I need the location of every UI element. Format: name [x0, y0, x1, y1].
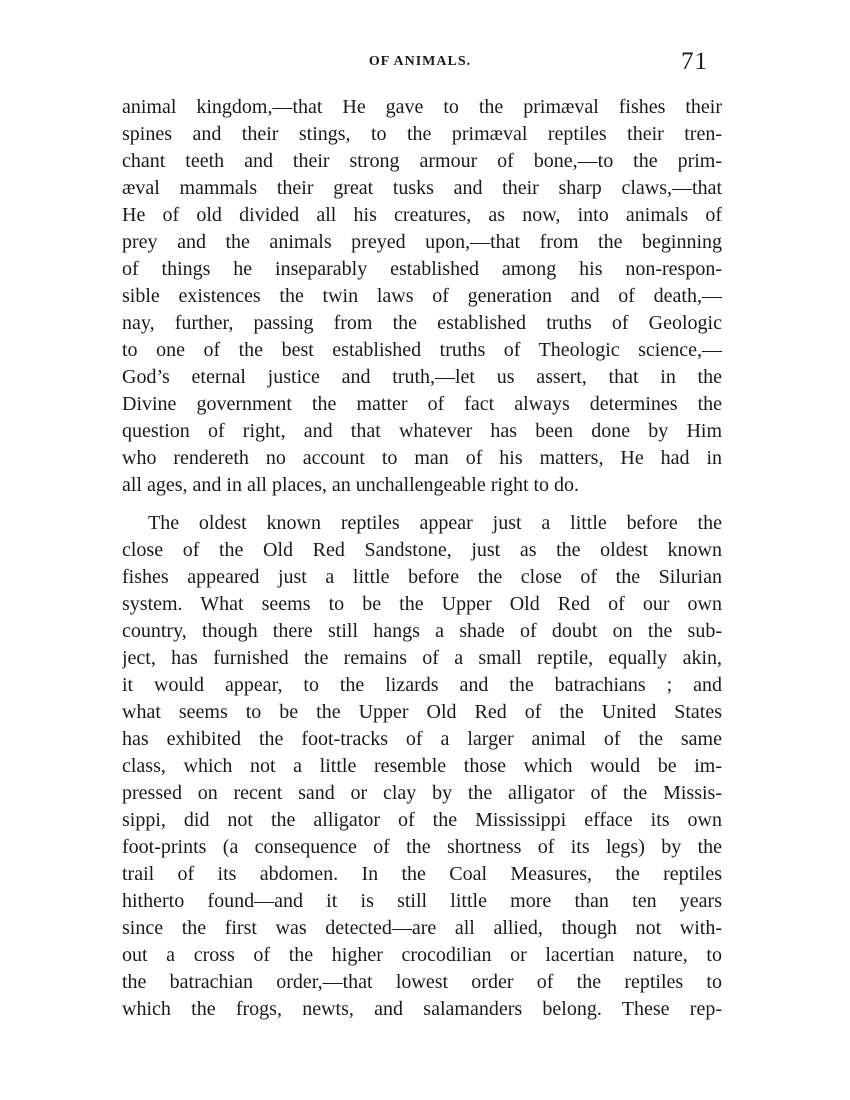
text-line: who rendereth no account to man of his matters, He had in: [122, 447, 722, 469]
text-line: pressed on recent sand or clay by the alligator of the Missis-: [122, 782, 722, 804]
text-line: ject, has furnished the remains of a small reptile, equally akin,: [122, 647, 722, 669]
text-line: fishes appeared just a little before the close of the Silurian: [122, 566, 722, 588]
paragraph: [122, 94, 722, 499]
text-line: chant teeth and their strong armour of bone,—to the prim-: [122, 150, 722, 172]
text-line: animal kingdom,—that He gave to the primæval fishes their: [122, 96, 722, 118]
text-line: system. What seems to be the Upper Old Red of our own: [122, 593, 722, 615]
text-line: Divine government the matter of fact always determines the: [122, 393, 722, 415]
text-line: nay, further, passing from the established truths of Geologic: [122, 312, 722, 334]
text-line: class, which not a little resemble those which would be im-: [122, 755, 722, 777]
text-line: hitherto found—and it is still little more than ten years: [122, 890, 722, 912]
paragraph: [122, 510, 722, 1023]
text-line: question of right, and that whatever has been done by Him: [122, 420, 722, 442]
text-line: what seems to be the Upper Old Red of the United States: [122, 701, 722, 723]
text-line: since the first was detected—are all allied, though not with-: [122, 917, 722, 939]
text-line: He of old divided all his creatures, as now, into animals of: [122, 204, 722, 226]
text-line: God’s eternal justice and truth,—let us assert, that in the: [122, 366, 722, 388]
text-line: close of the Old Red Sandstone, just as the oldest known: [122, 539, 722, 561]
body-text: [122, 94, 722, 1023]
text-line: spines and their stings, to the primæval reptiles their tren-: [122, 123, 722, 145]
text-line: has exhibited the foot-tracks of a larger animal of the same: [122, 728, 722, 750]
paragraph-gap: [122, 499, 722, 510]
text-line: foot-prints (a consequence of the shortness of its legs) by the: [122, 836, 722, 858]
text-line: all ages, and in all places, an unchallengeable right to do.: [122, 474, 580, 496]
text-line: of things he inseparably established among his non-respon-: [122, 258, 722, 280]
text-line: trail of its abdomen. In the Coal Measures, the reptiles: [122, 863, 722, 885]
text-line: sible existences the twin laws of generation and of death,—: [122, 285, 722, 307]
text-line: it would appear, to the lizards and the batrachians ; and: [122, 674, 722, 696]
text-line: the batrachian order,—that lowest order of the reptiles to: [122, 971, 722, 993]
text-line: out a cross of the higher crocodilian or lacertian nature, to: [122, 944, 722, 966]
page-number: 71: [681, 48, 708, 75]
text-line: to one of the best established truths of Theologic science,—: [122, 339, 722, 361]
text-line: which the frogs, newts, and salamanders belong. These rep-: [122, 998, 722, 1020]
text-line: sippi, did not the alligator of the Mississippi efface its own: [122, 809, 722, 831]
running-head: [120, 48, 720, 78]
text-line: æval mammals their great tusks and their sharp claws,—that: [122, 177, 722, 199]
text-line: country, though there still hangs a shade of doubt on the sub-: [122, 620, 722, 642]
text-line: prey and the animals preyed upon,—that from the beginning: [122, 231, 722, 253]
text-line: The oldest known reptiles appear just a little before the: [148, 512, 722, 534]
running-title: OF ANIMALS.: [368, 54, 472, 69]
